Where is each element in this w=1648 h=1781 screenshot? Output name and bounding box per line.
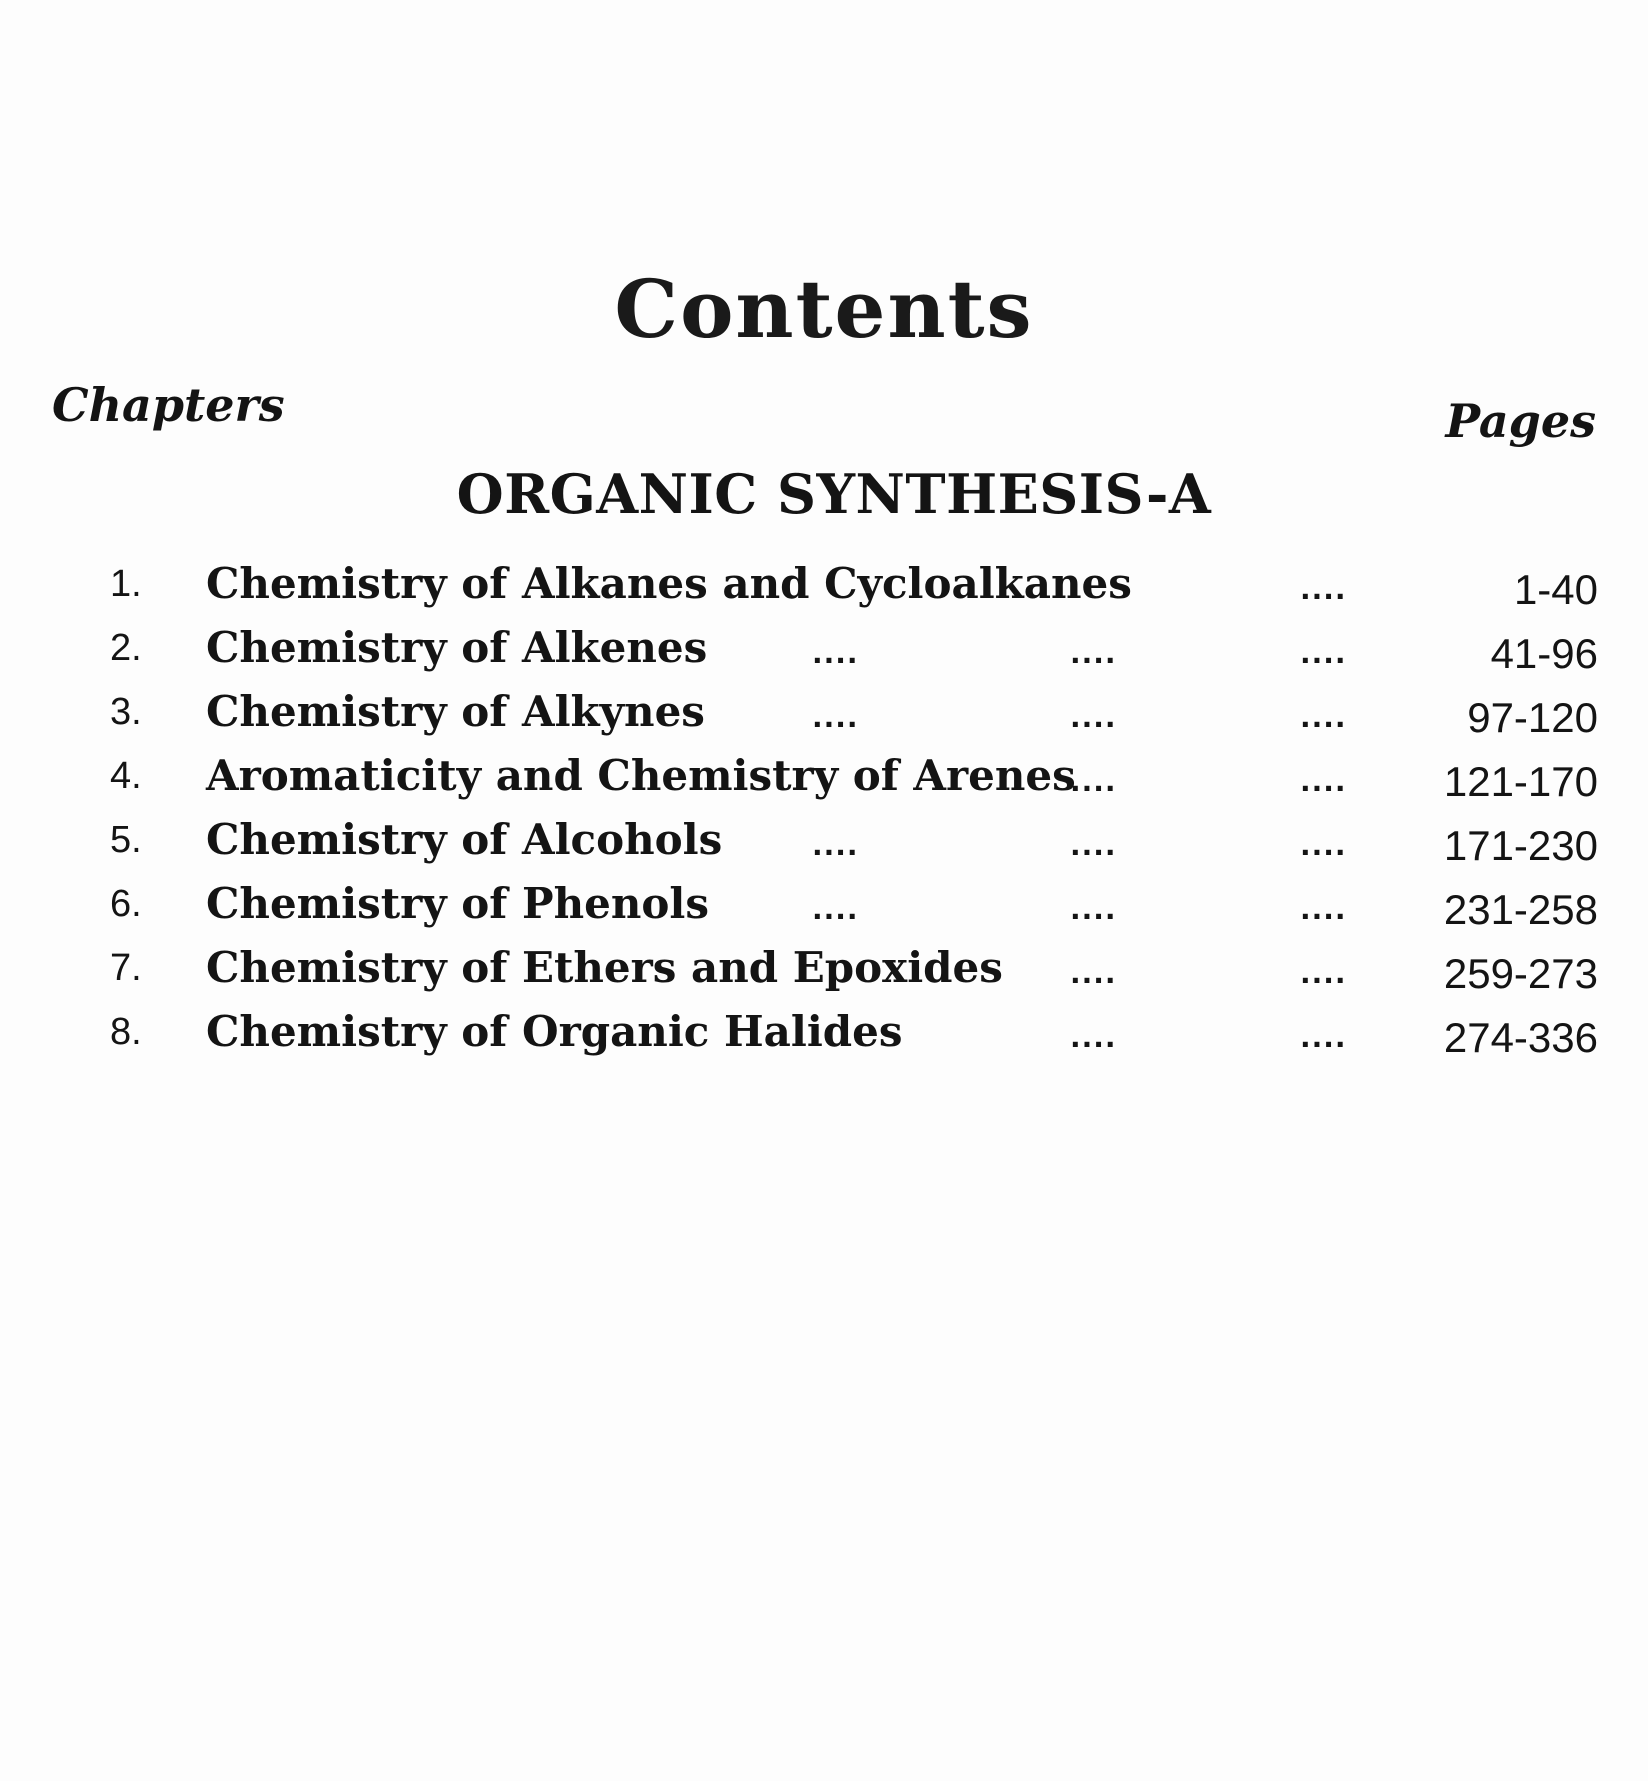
chapter-number: 5. (110, 819, 142, 861)
toc-entry[interactable] (0, 936, 1648, 1000)
toc-entry[interactable] (0, 744, 1648, 808)
leader-dots: .... (1070, 893, 1117, 926)
leader-dots: .... (1300, 573, 1347, 606)
leader-dots: .... (1300, 765, 1347, 798)
chapter-number: 4. (110, 755, 142, 797)
chapter-title: Chemistry of Alkynes (206, 687, 705, 736)
chapters-column-header: Chapters (52, 378, 285, 432)
chapter-number: 3. (110, 691, 142, 733)
chapter-title: Chemistry of Alkanes and Cycloalkanes (206, 559, 1132, 608)
chapter-number: 7. (110, 947, 142, 989)
chapter-title: Chemistry of Alcohols (206, 815, 723, 864)
leader-dots: .... (1300, 701, 1347, 734)
chapter-number: 6. (110, 883, 142, 925)
chapter-title: Chemistry of Organic Halides (206, 1007, 903, 1056)
page-range: 121-170 (1443, 758, 1598, 805)
chapter-title: Aromaticity and Chemistry of Arenes (206, 751, 1076, 800)
toc-entry[interactable] (0, 616, 1648, 680)
leader-dots: .... (812, 893, 859, 926)
page-range: 171-230 (1443, 822, 1598, 869)
chapter-title: Chemistry of Phenols (206, 879, 709, 928)
page-range: 259-273 (1443, 950, 1598, 997)
leader-dots: .... (1070, 701, 1117, 734)
page-range: 41-96 (1490, 630, 1598, 677)
pages-column-header: Pages (1445, 394, 1596, 448)
leader-dots: .... (1300, 1021, 1347, 1054)
leader-dots: .... (1070, 1021, 1117, 1054)
leader-dots: .... (1300, 957, 1347, 990)
leader-dots: .... (812, 829, 859, 862)
toc-entry[interactable] (0, 808, 1648, 872)
section-heading: ORGANIC SYNTHESIS-A (456, 462, 1212, 526)
toc-entry[interactable] (0, 872, 1648, 936)
toc-entry[interactable] (0, 1000, 1648, 1064)
chapter-title: Chemistry of Alkenes (206, 623, 708, 672)
leader-dots: .... (1300, 637, 1347, 670)
page-range: 97-120 (1467, 694, 1598, 741)
chapter-number: 8. (110, 1011, 142, 1053)
page-range: 231-258 (1443, 886, 1598, 933)
leader-dots: .... (1070, 957, 1117, 990)
table-of-contents (0, 552, 1648, 1064)
toc-entry[interactable] (0, 680, 1648, 744)
leader-dots: .... (1300, 829, 1347, 862)
page-range: 274-336 (1443, 1014, 1598, 1061)
chapter-title: Chemistry of Ethers and Epoxides (206, 943, 1003, 992)
leader-dots: .... (812, 637, 859, 670)
leader-dots: .... (1070, 637, 1117, 670)
leader-dots: .... (1070, 765, 1117, 798)
page-range: 1-40 (1513, 566, 1598, 613)
chapter-number: 2. (110, 627, 142, 669)
leader-dots: .... (812, 701, 859, 734)
chapter-number: 1. (110, 563, 142, 605)
leader-dots: .... (1300, 893, 1347, 926)
page-title: Contents (614, 262, 1034, 356)
toc-entry[interactable] (0, 552, 1648, 616)
leader-dots: .... (1070, 829, 1117, 862)
